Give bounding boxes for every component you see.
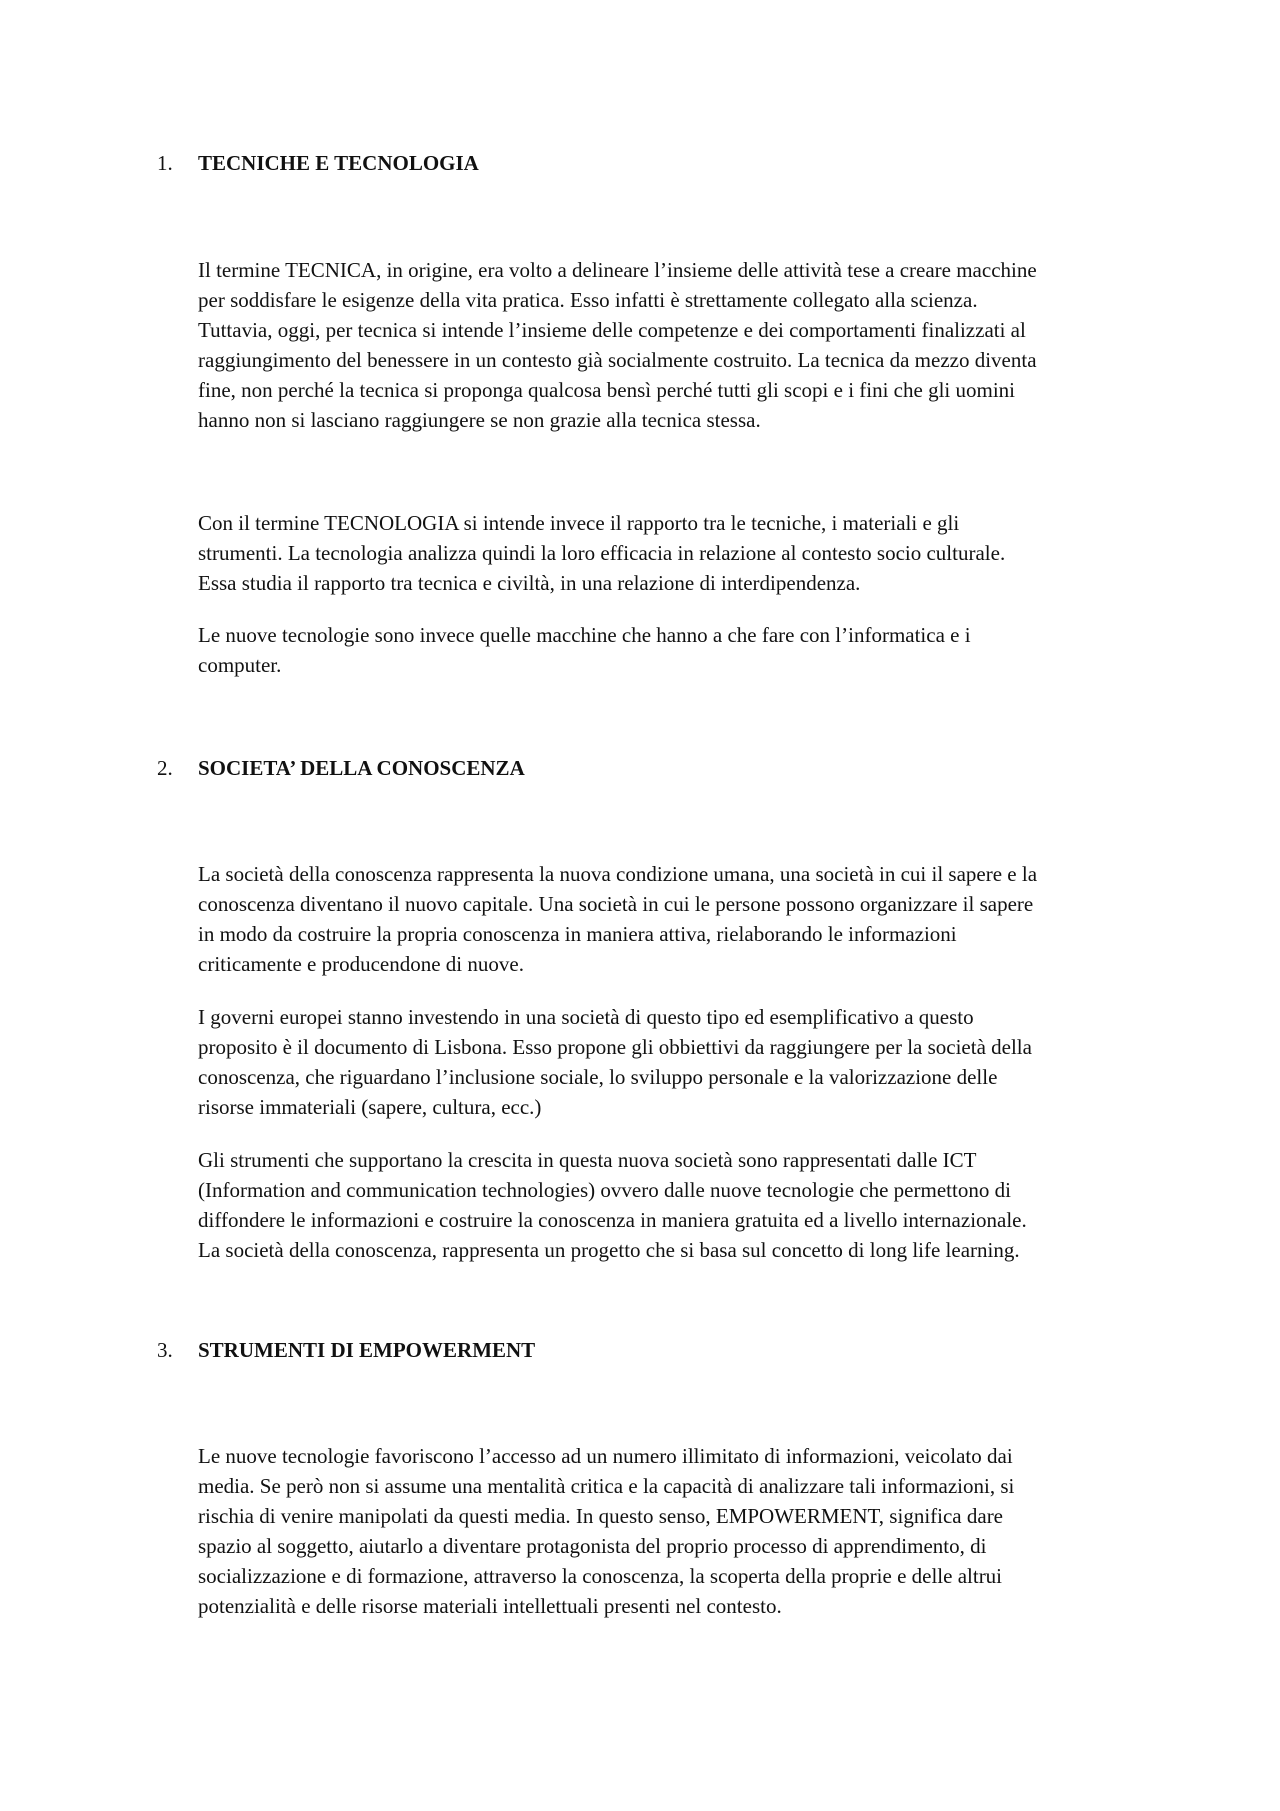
section-heading-1 xyxy=(157,148,479,178)
text-line: in modo da costruire la propria conoscenza in maniera attiva, rielaborando le informazioni xyxy=(198,922,957,946)
text-line: conoscenza diventano il nuovo capitale. Una società in cui le persone possono organizzare il sapere xyxy=(198,892,1034,916)
text-line: spazio al soggetto, aiutarlo a diventare protagonista del proprio processo di apprendimento, di xyxy=(198,1534,987,1558)
text-line: potenzialità e delle risorse materiali intellettuali presenti nel contesto. xyxy=(198,1594,782,1618)
text-line: rischia di venire manipolati da questi media. In questo senso, EMPOWERMENT, significa dare xyxy=(198,1504,1004,1528)
text-line: (Information and communication technologies) ovvero dalle nuove tecnologie che permettono di xyxy=(198,1178,1011,1202)
text-line: Con il termine TECNOLOGIA si intende invece il rapporto tra le tecniche, i materiali e gli xyxy=(198,511,960,535)
text-line: La società della conoscenza rappresenta la nuova condizione umana, una società in cui il sapere e la xyxy=(198,862,1038,886)
text-line: Essa studia il rapporto tra tecnica e civiltà, in una relazione di interdipendenza. xyxy=(198,571,861,595)
section-number: 2. xyxy=(157,756,173,780)
text-line: raggiungimento del benessere in un contesto già socialmente costruito. La tecnica da mezzo diventa xyxy=(198,348,1037,372)
paragraph xyxy=(198,255,1158,435)
text-line: Le nuove tecnologie favoriscono l’accesso ad un numero illimitato di informazioni, veicolato dai xyxy=(198,1444,1013,1468)
paragraph xyxy=(198,508,1158,598)
text-line: diffondere le informazioni e costruire la conoscenza in maniera gratuita ed a livello internazionale. xyxy=(198,1208,1027,1232)
text-line: computer. xyxy=(198,653,282,677)
text-line: Tuttavia, oggi, per tecnica si intende l’insieme delle competenze e dei comportamenti finalizzati al xyxy=(198,318,1026,342)
section-heading-2 xyxy=(157,753,525,783)
text-line: I governi europei stanno investendo in una società di questo tipo ed esemplificativo a questo xyxy=(198,1005,974,1029)
text-line: fine, non perché la tecnica si proponga qualcosa bensì perché tutti gli scopi e i fini che gli uomini xyxy=(198,378,1016,402)
paragraph xyxy=(198,1002,1158,1122)
text-line: Gli strumenti che supportano la crescita in questa nuova società sono rappresentati dalle ICT xyxy=(198,1148,977,1172)
section-heading-3 xyxy=(157,1335,535,1365)
text-line: conoscenza, che riguardano l’inclusione sociale, lo sviluppo personale e la valorizzazione delle xyxy=(198,1065,998,1089)
paragraph xyxy=(198,859,1158,979)
section-title: STRUMENTI DI EMPOWERMENT xyxy=(198,1338,536,1362)
text-line: socializzazione e di formazione, attraverso la conoscenza, la scoperta della proprie e delle altrui xyxy=(198,1564,1003,1588)
text-line: criticamente e producendone di nuove. xyxy=(198,952,524,976)
paragraph xyxy=(198,1145,1158,1265)
section-number: 3. xyxy=(157,1338,173,1362)
text-line: strumenti. La tecnologia analizza quindi la loro efficacia in relazione al contesto socio culturale. xyxy=(198,541,1006,565)
paragraph xyxy=(198,620,1158,680)
section-title: SOCIETA’ DELLA CONOSCENZA xyxy=(198,756,525,780)
text-line: Il termine TECNICA, in origine, era volto a delineare l’insieme delle attività tese a creare macchine xyxy=(198,258,1037,282)
paragraph xyxy=(198,1441,1158,1621)
text-line: La società della conoscenza, rappresenta un progetto che si basa sul concetto di long life learning. xyxy=(198,1238,1020,1262)
text-line: hanno non si lasciano raggiungere se non grazie alla tecnica stessa. xyxy=(198,408,761,432)
section-title: TECNICHE E TECNOLOGIA xyxy=(198,151,479,175)
text-line: media. Se però non si assume una mentalità critica e la capacità di analizzare tali informazioni, si xyxy=(198,1474,1015,1498)
text-line: per soddisfare le esigenze della vita pratica. Esso infatti è strettamente collegato alla scienza. xyxy=(198,288,978,312)
text-line: risorse immateriali (sapere, cultura, ecc.) xyxy=(198,1095,542,1119)
text-line: Le nuove tecnologie sono invece quelle macchine che hanno a che fare con l’informatica e i xyxy=(198,623,971,647)
text-line: proposito è il documento di Lisbona. Esso propone gli obbiettivi da raggiungere per la società della xyxy=(198,1035,1032,1059)
section-number: 1. xyxy=(157,151,173,175)
